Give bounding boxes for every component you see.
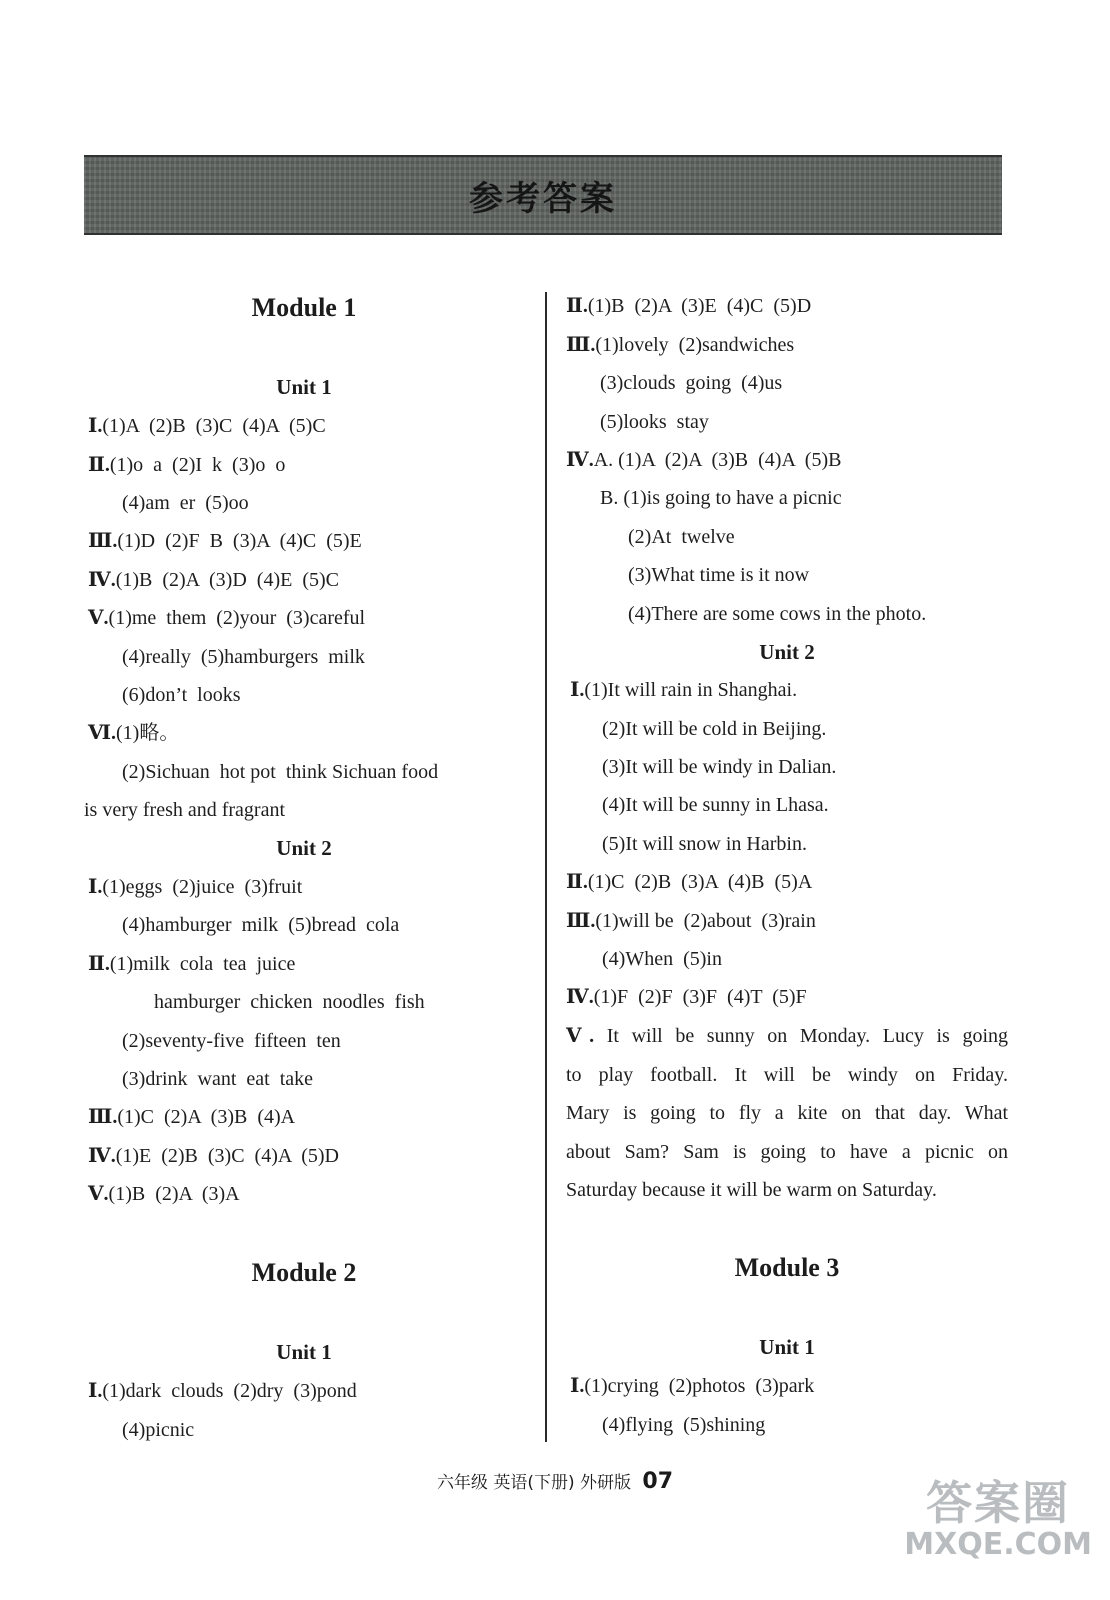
page-title: 参考答案 (469, 178, 617, 219)
answer-line: (3)clouds going (4)us (600, 372, 783, 394)
page-number: 07 (642, 1469, 674, 1494)
module-1-title: Module 1 (251, 293, 357, 322)
answer-line: B. (1)is going to have a picnic (600, 487, 842, 509)
module-3-title: Module 3 (734, 1253, 840, 1282)
answer-line: Ⅱ.(1)o a (2)I k (3)o o (88, 454, 286, 476)
answer-line: Ⅴ.(1)B (2)A (3)A (88, 1183, 240, 1205)
answer-line: Ⅲ.(1)lovely (2)sandwiches (566, 334, 795, 356)
answer-line: (3)drink want eat take (122, 1068, 314, 1090)
answer-paragraph-line: to play football. It will be windy on Friday. (566, 1064, 1008, 1086)
answer-line: Ⅲ.(1)will be (2)about (3)rain (566, 910, 816, 932)
answer-line: (4)There are some cows in the photo. (628, 603, 927, 625)
header-banner (84, 155, 1002, 235)
watermark (904, 1478, 1092, 1562)
module-1-unit-1-title: Unit 1 (276, 375, 332, 399)
answer-line: Ⅱ.(1)B (2)A (3)E (4)C (5)D (566, 295, 812, 317)
answer-line: Ⅴ.(1)me them (2)your (3)careful (88, 607, 366, 629)
answer-paragraph-line: Mary is going to fly a kite on that day. What (566, 1102, 1008, 1124)
answer-paragraph-line: about Sam? Sam is going to have a picnic on (566, 1141, 1008, 1163)
watermark-logo: 答案圈 (926, 1476, 1071, 1530)
answer-line: Ⅲ.(1)C (2)A (3)B (4)A (88, 1106, 296, 1128)
module-2-unit-2-title: Unit 2 (759, 640, 815, 664)
answer-line: (2)seventy-five fifteen ten (122, 1030, 341, 1052)
answer-line: Ⅰ.(1)crying (2)photos (3)park (570, 1375, 815, 1397)
answer-line: Ⅱ.(1)milk cola tea juice (88, 953, 296, 975)
answer-line: (4)It will be sunny in Lhasa. (602, 794, 829, 816)
answer-line: (2)Sichuan hot pot think Sichuan food (122, 761, 439, 783)
answer-line: (4)flying (5)shining (602, 1414, 766, 1436)
column-divider (545, 292, 547, 1442)
answer-line: (2)It will be cold in Beijing. (602, 718, 827, 740)
answer-line: Ⅰ.(1)eggs (2)juice (3)fruit (88, 876, 303, 898)
answer-line: Ⅰ.(1)dark clouds (2)dry (3)pond (88, 1380, 357, 1402)
answer-line: (3)It will be windy in Dalian. (602, 756, 837, 778)
answer-line: hamburger chicken noodles fish (154, 991, 425, 1013)
answer-line: is very fresh and fragrant (84, 799, 286, 821)
answer-line: (5)It will snow in Harbin. (602, 833, 807, 855)
answer-line: (6)don’t looks (122, 684, 241, 706)
answer-line: (5)looks stay (600, 411, 709, 433)
answer-line: Ⅳ.(1)B (2)A (3)D (4)E (5)C (88, 569, 339, 591)
answer-line: (4)really (5)hamburgers milk (122, 646, 365, 668)
answer-paragraph-line: Ⅴ. It will be sunny on Monday. Lucy is going (566, 1025, 1009, 1047)
answer-line: Ⅰ.(1)It will rain in Shanghai. (570, 679, 798, 701)
book-info: 六年级 英语(下册) 外研版 (436, 1473, 632, 1493)
answer-paragraph-line: Saturday because it will be warm on Saturday. (566, 1179, 937, 1201)
answer-line: Ⅳ.(1)F (2)F (3)F (4)T (5)F (566, 986, 807, 1008)
answer-line: Ⅲ.(1)D (2)F B (3)A (4)C (5)E (88, 530, 362, 552)
answer-line: (3)What time is it now (628, 564, 810, 586)
answer-line: Ⅳ.(1)E (2)B (3)C (4)A (5)D (88, 1145, 339, 1167)
watermark-site: MXQE.COM (904, 1527, 1092, 1562)
answer-line: (4)When (5)in (602, 948, 722, 970)
answer-line: (4)am er (5)oo (122, 492, 249, 514)
answer-line: Ⅱ.(1)C (2)B (3)A (4)B (5)A (566, 871, 813, 893)
answer-line: (2)At twelve (628, 526, 735, 548)
answer-line: Ⅳ.A. (1)A (2)A (3)B (4)A (5)B (566, 449, 842, 471)
answer-line: Ⅵ.(1)略。 (88, 722, 180, 744)
answer-line: (4)picnic (122, 1419, 195, 1441)
module-2-unit-1-title: Unit 1 (276, 1340, 332, 1364)
answer-line: Ⅰ.(1)A (2)B (3)C (4)A (5)C (88, 415, 326, 437)
module-2-title: Module 2 (251, 1258, 357, 1287)
module-3-unit-1-title: Unit 1 (759, 1335, 815, 1359)
answer-line: (4)hamburger milk (5)bread cola (122, 914, 400, 936)
module-1-unit-2-title: Unit 2 (276, 836, 332, 860)
